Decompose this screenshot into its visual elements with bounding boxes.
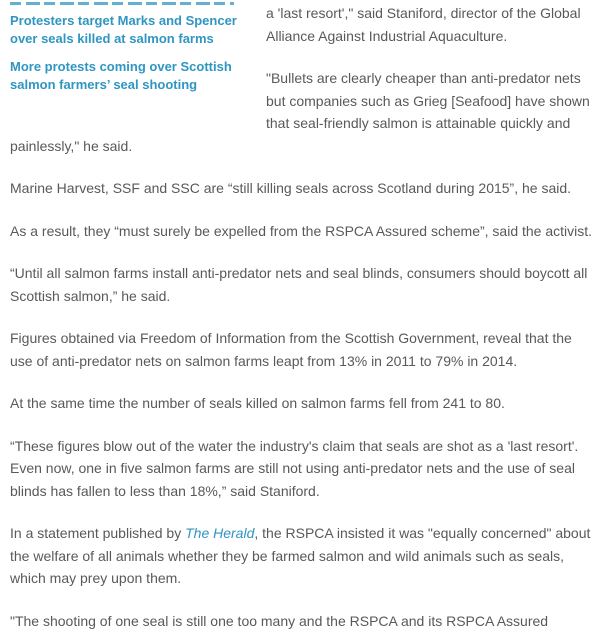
paragraph-marine-harvest: Marine Harvest, SSF and SSC are “still killing seals across Scotland during 2015”, he said. bbox=[10, 177, 594, 200]
herald-statement-before: In a statement published by bbox=[10, 525, 185, 541]
related-link-protesters-marks-spencer[interactable]: Protesters target Marks and Spencer over seals killed at salmon farms bbox=[10, 12, 244, 48]
the-herald-link[interactable]: The Herald bbox=[185, 525, 254, 541]
paragraph-last-resort: a 'last resort'," said Staniford, director of the Global Alliance Against Industrial Aquaculture. bbox=[10, 2, 594, 47]
paragraph-boycott: “Until all salmon farms install anti-predator nets and seal blinds, consumers should boycott all Scottish salmon,” he said. bbox=[10, 262, 594, 307]
paragraph-rspca-expelled: As a result, they “must surely be expelled from the RSPCA Assured scheme”, said the activist. bbox=[10, 220, 594, 243]
clipped-link-remnant[interactable] bbox=[10, 2, 234, 5]
paragraph-one-seal-too-many: "The shooting of one seal is still one too many and the RSPCA and its RSPCA Assured bbox=[10, 610, 594, 632]
paragraph-figures-blow: “These figures blow out of the water the industry's claim that seals are shot as a 'last resort'. Even now, one in five salmon farms are still not using anti-predator nets and the use of seal blinds has fallen to less than 18%,” said Staniford. bbox=[10, 435, 594, 503]
paragraph-bullets-cheaper: "Bullets are clearly cheaper than anti-predator nets but companies such as Grieg [Seafood] have shown that seal-friendly salmon is attainable quickly and painlessly," he said. bbox=[10, 67, 594, 157]
related-links-box bbox=[10, 2, 244, 104]
related-link-more-protests[interactable]: More protests coming over Scottish salmon farmers’ seal shooting bbox=[10, 58, 244, 94]
paragraph-foi-figures: Figures obtained via Freedom of Information from the Scottish Government, reveal that the use of anti-predator nets on salmon farms leapt from 13% in 2011 to 79% in 2014. bbox=[10, 327, 594, 372]
paragraph-herald-statement bbox=[10, 522, 594, 590]
paragraph-seals-killed-fell: At the same time the number of seals killed on salmon farms fell from 241 to 80. bbox=[10, 392, 594, 415]
herald-statement-after: , the RSPCA insisted it was "equally concerned" about the welfare of all animals whether they be farmed salmon and wild animals such as seals, which may prey upon them. bbox=[10, 525, 590, 586]
article-body bbox=[10, 2, 594, 632]
